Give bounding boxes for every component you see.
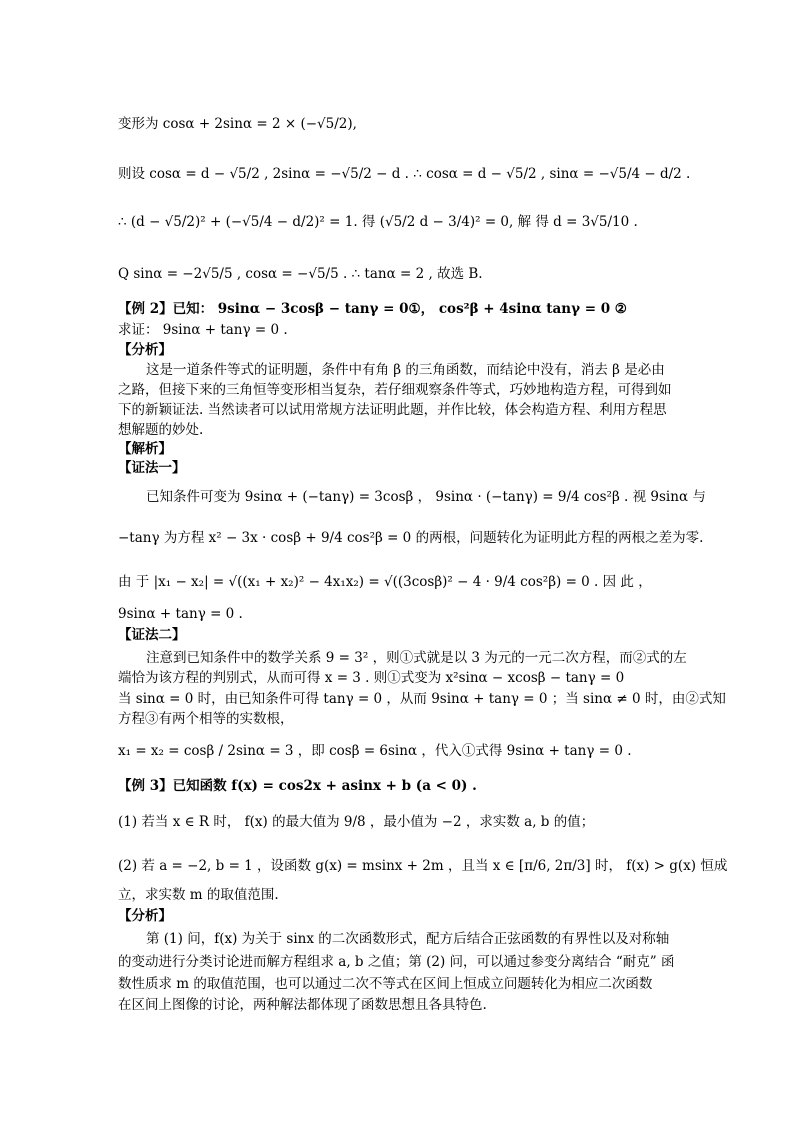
- section-heading: 【分析】: [118, 342, 172, 358]
- text-line: (1) 若当 x ∈ R 时， f(x) 的最大值为 9/8 ，最小值为 −2 ，求实数 a, b 的值；: [118, 814, 595, 830]
- section-heading: 【证法二】: [118, 627, 186, 643]
- text-line: 则设 cosα = d − √5/2 , 2sinα = −√5/2 − d . ∴ cosα = d − √5/2 , sinα = −√5/4 − d/2 .: [118, 166, 691, 182]
- paragraph-line: 端恰为该方程的判别式，从而可得 x = 3 . 则①式变为 x²sinα − xcosβ − tanγ = 0: [118, 670, 625, 686]
- example-heading: 【例 2】已知： 9sinα − 3cosβ − tanγ = 0①， cos²β + 4sinα tanγ = 0 ②: [118, 301, 627, 317]
- paragraph-line: 由 于 |x₁ − x₂| = √((x₁ + x₂)² − 4x₁x₂) = √((3cosβ)² − 4 · 9/4 cos²β) = 0 . 因 此 ，: [118, 574, 652, 590]
- text-line: (2) 若 a = −2, b = 1 ，设函数 g(x) = msinx + 2m ，且当 x ∈ [π/6, 2π/3] 时， f(x) > g(x) 恒成: [118, 858, 728, 874]
- paragraph-line: 第 (1) 问，f(x) 为关于 sinx 的二次函数形式，配方后结合正弦函数的有界性以及对称轴: [146, 931, 670, 947]
- paragraph-line: 方程③有两个相等的实数根，: [118, 711, 294, 727]
- section-heading: 【证法一】: [118, 460, 186, 476]
- paragraph-line: 这是一道条件等式的证明题，条件中有角 β 的三角函数，而结论中没有，消去 β 是必由: [146, 362, 665, 378]
- paragraph-line: −tanγ 为方程 x² − 3x · cosβ + 9/4 cos²β = 0 的两根，问题转化为证明此方程的两根之差为零.: [118, 530, 704, 546]
- paragraph-line: 当 sinα = 0 时，由已知条件可得 tanγ = 0 ，从而 9sinα + tanγ = 0 ；当 sinα ≠ 0 时，由②式知: [118, 691, 726, 707]
- paragraph-line: 在区间上图像的讨论，两种解法都体现了函数思想且各具特色.: [118, 997, 487, 1013]
- text-line: 求证： 9sinα + tanγ = 0 .: [118, 322, 288, 338]
- text-line: 立，求实数 m 的取值范围.: [118, 887, 279, 903]
- section-heading: 【分析】: [118, 908, 172, 924]
- paragraph-line: 已知条件可变为 9sinα + (−tanγ) = 3cosβ ， 9sinα · (−tanγ) = 9/4 cos²β . 视 9sinα 与: [146, 489, 706, 505]
- text-line: Q sinα = −2√5/5 , cosα = −√5/5 . ∴ tanα = 2 , 故选 B.: [118, 266, 483, 282]
- section-heading: 【解析】: [118, 441, 172, 457]
- text-line: 9sinα + tanγ = 0 .: [118, 606, 243, 622]
- text-line: 变形为 cosα + 2sinα = 2 × (−√5/2),: [118, 116, 357, 132]
- paragraph-line: 想解题的妙处.: [118, 422, 204, 438]
- paragraph-line: 之路，但接下来的三角恒等变形相当复杂，若仔细观察条件等式，巧妙地构造方程，可得到如: [118, 382, 672, 398]
- paragraph-line: 的变动进行分类讨论进而解方程组求 a, b 之值；第 (2) 问，可以通过参变分离结合 “耐克” 函: [118, 954, 675, 970]
- text-line: ∴ (d − √5/2)² + (−√5/4 − d/2)² = 1. 得 (√5/2 d − 3/4)² = 0, 解 得 d = 3√5/10 .: [118, 214, 638, 230]
- text-line: x₁ = x₂ = cosβ / 2sinα = 3 ，即 cosβ = 6sinα ，代入①式得 9sinα + tanγ = 0 .: [118, 743, 632, 759]
- paragraph-line: 下的新颖证法. 当然读者可以试用常规方法证明此题，并作比较，体会构造方程、利用方程思: [118, 402, 667, 418]
- example-heading: 【例 3】已知函数 f(x) = cos2x + asinx + b (a < 0) .: [118, 778, 477, 794]
- paragraph-line: 数性质求 m 的取值范围，也可以通过二次不等式在区间上恒成立问题转化为相应二次函数: [118, 976, 653, 992]
- paragraph-line: 注意到已知条件中的数学关系 9 = 3² ，则①式就是以 3 为元的一元二次方程，而②式的左: [146, 650, 687, 666]
